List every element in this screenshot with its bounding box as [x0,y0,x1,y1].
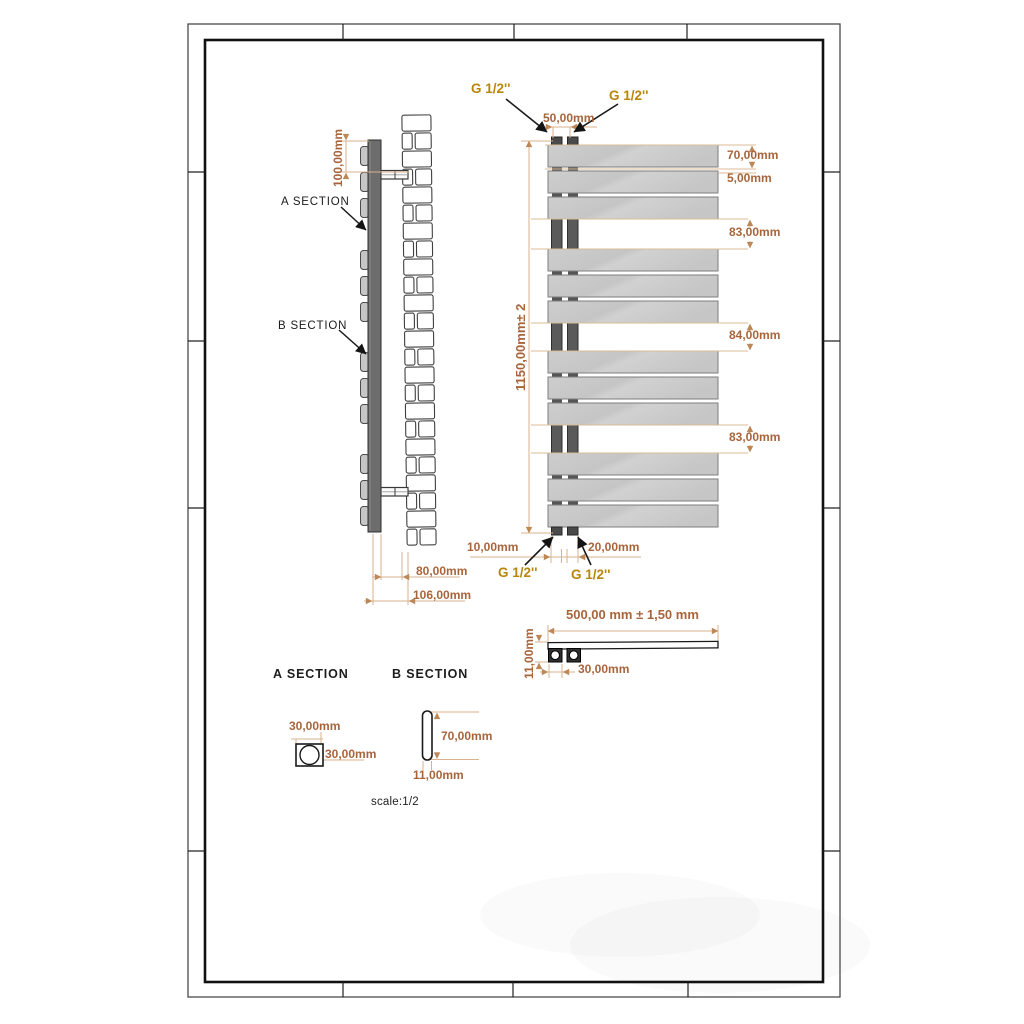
dim-top-spacing: 50,00mm [543,111,595,125]
wall-brick [403,241,413,257]
dim-overall-height: 1150,00mm± 2 [513,303,528,391]
dim-overall-depth: 106,00mm [413,588,472,602]
section-a-height: 30,00mm [325,747,377,761]
wall-brick [419,421,435,437]
wall-brick [402,115,431,131]
tube-dash [568,373,578,377]
wall-brick [405,367,434,383]
wall-brick [418,385,434,401]
panel-top-profile [548,641,718,649]
sheet-frame [188,24,840,997]
wall-brick [404,277,414,293]
side-view [339,115,468,605]
tube-dash [552,297,562,301]
wall-brick [405,385,415,401]
collector-tube [568,219,579,249]
wall-brick [406,439,435,455]
dim-panel-height: 70,00mm [727,148,779,162]
wall-brick [403,205,413,221]
b-section-leader-arrow [339,330,366,354]
wall-brick [416,205,432,221]
tube-dash [568,271,578,275]
tube-dash [568,193,578,197]
tube-dash [568,297,578,301]
radiator-panel [548,249,718,271]
radiator-panel [548,479,718,501]
tube-dash [552,501,562,505]
wall-brick [405,403,434,419]
radiator-panel [548,171,718,193]
dim-section-gap-2: 84,00mm [729,328,781,342]
collector-tube [552,323,563,353]
g-half-label-top-left: G 1/2'' [471,81,511,96]
radiator-panel [548,301,718,323]
tube-dash [552,399,562,403]
scale-note: scale:1/2 [371,796,419,808]
section-b-width: 11,00mm [413,768,464,782]
wall-brick [404,259,433,275]
dim-50-lines [541,127,597,138]
collector-tube [568,323,579,353]
wall-brick [402,151,431,167]
side-a-section-label: A SECTION [281,196,350,208]
collector-tube [568,425,579,455]
radiator-panel [548,453,718,475]
wall-brick [419,493,435,509]
wall-brick [406,475,435,491]
dim-overall-width: 500,00 mm ± 1,50 mm [566,607,699,622]
side-b-section-label: B SECTION [278,320,348,332]
section-b-height: 70,00mm [441,729,493,743]
wall-brick [404,295,433,311]
tube-dash [568,501,578,505]
dim-panel-thickness: 11,00mm [522,628,536,679]
outer-frame [188,24,840,997]
wall-brick [404,313,414,329]
wall-brick [416,241,432,257]
dim-tube-spacing: 30,00mm [578,662,630,676]
dim-panel-gap: 5,00mm [727,171,772,185]
g-half-label-top-right: G 1/2'' [609,88,649,103]
wall-brick [418,349,434,365]
tube-dash [552,193,562,197]
tube-dash [552,271,562,275]
radiator-panel [548,197,718,219]
section-b-title: B SECTION [392,667,469,681]
radiator-panel [548,403,718,425]
wall-brick [403,187,432,203]
paper-shading [480,873,870,993]
dim-bottom-offset-right: 20,00mm [588,540,640,554]
wall-brick [415,133,431,149]
wall-brick [406,421,416,437]
collector-tube [552,219,563,249]
tube-dash [568,399,578,403]
radiator-panel [548,377,718,399]
tube-dash [568,475,578,479]
tube-bore-circle [300,746,319,765]
wall-brick [405,331,434,347]
g-half-label-bottom-right: G 1/2'' [571,567,611,582]
panel-profile-section [423,711,433,760]
wall-brick [403,223,432,239]
radiator-panel [548,275,718,297]
wall-brick [416,169,432,185]
wall-brick [402,133,412,149]
wall-brick [419,457,435,473]
wall-brick [406,457,416,473]
wall-brick [417,277,433,293]
centering-marks [188,24,840,997]
wall-brick [407,511,436,527]
dim-section-gap-1: 83,00mm [729,225,781,239]
wall-brick [405,349,415,365]
radiator-panel [548,351,718,373]
dim-section-gap-3: 83,00mm [729,430,781,444]
collector-tube [552,425,563,455]
wall-brick [417,313,433,329]
section-a-width: 30,00mm [289,719,341,733]
radiator-panel [548,505,718,527]
dim-bracket-offset: 100,00mm [331,128,345,187]
section-a-title: A SECTION [273,667,349,681]
tube-dash [552,475,562,479]
wall-bracket-bottom [381,488,408,497]
wall-brick [420,529,436,545]
dim-depth-to-wall: 80,00mm [416,564,468,578]
dim-bottom-offset-left: 10,00mm [467,540,519,554]
tube-dash [552,373,562,377]
wall-brick [407,529,417,545]
g-half-label-bottom-left: G 1/2'' [498,565,538,580]
radiator-panel [548,145,718,167]
tube-sections-topview [549,649,581,663]
